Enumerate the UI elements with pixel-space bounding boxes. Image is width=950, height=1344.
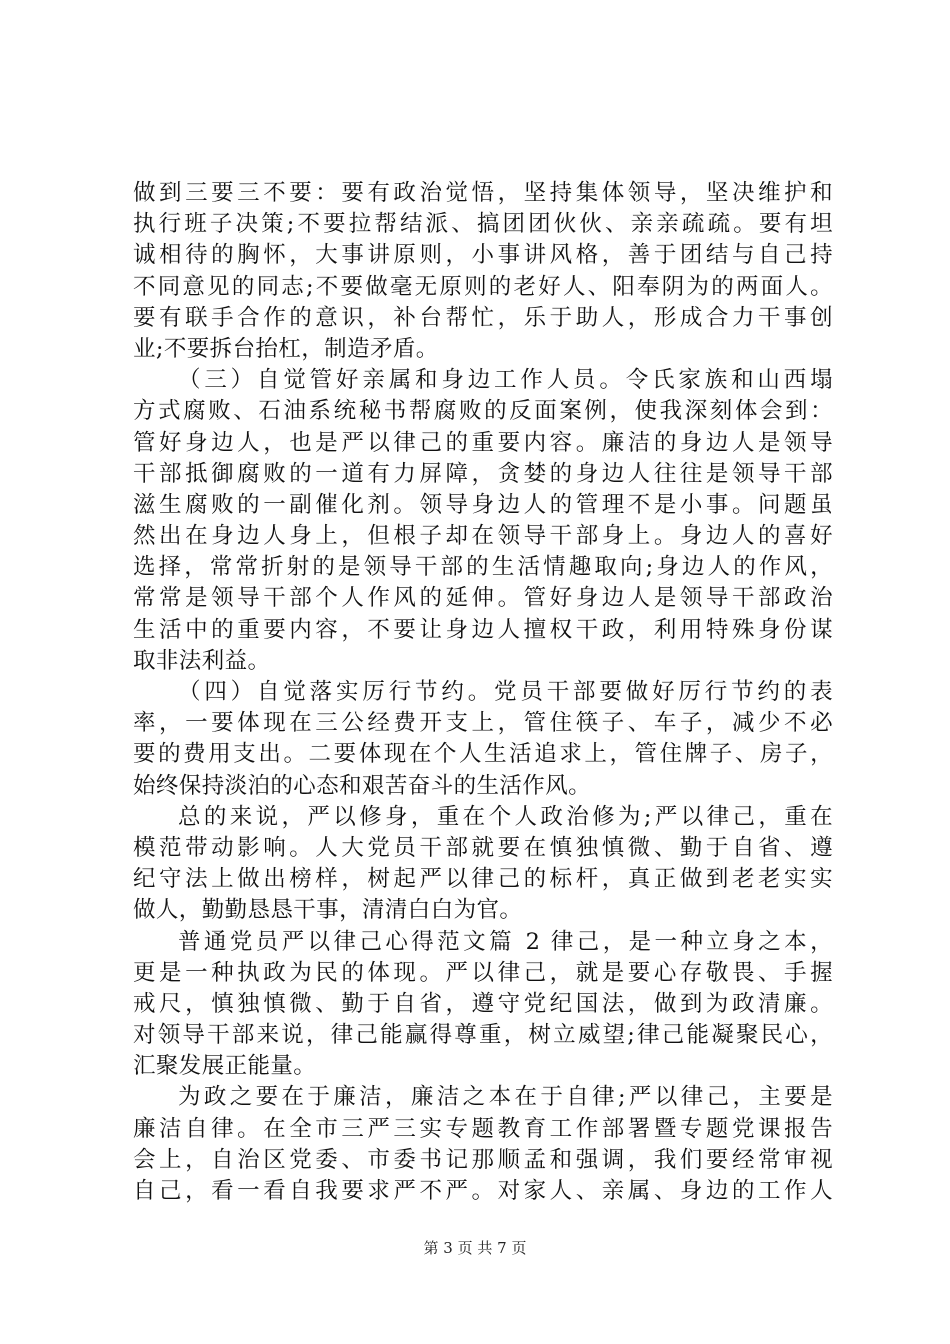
text-line: （四）自觉落实厉行节约。党员干部要做好厉行节约的表 (178, 679, 833, 705)
text-line: 汇聚发展正能量。 (133, 1053, 317, 1080)
text-line: 诚相待的胸怀，大事讲原则，小事讲风格，善于团结与自己持 (133, 242, 833, 269)
text-line: 然出在身边人身上，但根子却在领导干部身上。身边人的喜好 (133, 523, 833, 550)
text-line: （三）自觉管好亲属和身边工作人员。令氏家族和山西塌 (178, 367, 833, 394)
text-line: 对领导干部来说，律己能赢得尊重，树立威望;律己能凝聚民心， (133, 1022, 833, 1049)
text-line: 戒尺，慎独慎微、勤于自省，遵守党纪国法，做到为政清廉。 (133, 990, 833, 1017)
page-footer: 第 3 页 共 7 页 (423, 1239, 527, 1257)
text-line: 不同意见的同志;不要做毫无原则的老好人、阳奉阴为的两面人。 (133, 273, 833, 300)
text-line: 会上，自治区党委、市委书记那顺孟和强调，我们要经常审视 (133, 1146, 833, 1173)
text-line: 始终保持淡泊的心态和艰苦奋斗的生活作风。 (133, 772, 592, 799)
text-line: 廉洁自律。在全市三严三实专题教育工作部署暨专题党课报告 (133, 1115, 833, 1142)
text-line: 取非法利益。 (133, 647, 271, 674)
text-line: 干部抵御腐败的一道有力屏障，贪婪的身边人往往是领导干部 (133, 460, 833, 487)
text-line: 方式腐败、石油系统秘书帮腐败的反面案例，使我深刻体会到： (133, 398, 833, 425)
text-line: 总的来说，严以修身，重在个人政治修为;严以律己，重在 (178, 803, 833, 830)
text-line: 管好身边人，也是严以律己的重要内容。廉洁的身边人是领导 (133, 429, 833, 456)
text-line: 为政之要在于廉洁，廉洁之本在于自律;严以律己，主要是 (178, 1084, 833, 1111)
text-line: 自己，看一看自我要求严不严。对家人、亲属、身边的工作人 (133, 1178, 833, 1204)
text-line: 纪守法上做出榜样，树起严以律己的标杆，真正做到老老实实 (133, 866, 833, 893)
text-line: 普通党员严以律己心得范文篇 2 律己，是一种立身之本， (178, 928, 833, 955)
text-line: 更是一种执政为民的体现。严以律己，就是要心存敬畏、手握 (133, 959, 833, 986)
text-line: 要的费用支出。二要体现在个人生活追求上，管住牌子、房子， (133, 741, 833, 768)
text-line: 做到三要三不要：要有政治觉悟，坚持集体领导，坚决维护和 (133, 180, 833, 206)
text-line: 生活中的重要内容，不要让身边人擅权干政，利用特殊身份谋 (133, 616, 833, 643)
text-line: 做人，勤勤恳恳干事，清清白白为官。 (133, 897, 523, 924)
text-line: 率，一要体现在三公经费开支上，管住筷子、车子，减少不必 (133, 710, 833, 737)
text-line: 常常是领导干部个人作风的延伸。管好身边人是领导干部政治 (133, 585, 833, 612)
text-line: 执行班子决策;不要拉帮结派、搞团团伙伙、亲亲疏疏。要有坦 (133, 211, 833, 238)
text-line: 选择，常常折射的是领导干部的生活情趣取向;身边人的作风， (133, 554, 833, 581)
text-line: 要有联手合作的意识，补台帮忙，乐于助人，形成合力干事创 (133, 304, 833, 331)
text-line: 业;不要拆台抬杠，制造矛盾。 (133, 335, 439, 362)
document-body (133, 178, 833, 1207)
text-line: 模范带动影响。人大党员干部就要在慎独慎微、勤于自省、遵 (133, 834, 833, 861)
text-line: 滋生腐败的一副催化剂。领导身边人的管理不是小事。问题虽 (133, 491, 833, 518)
